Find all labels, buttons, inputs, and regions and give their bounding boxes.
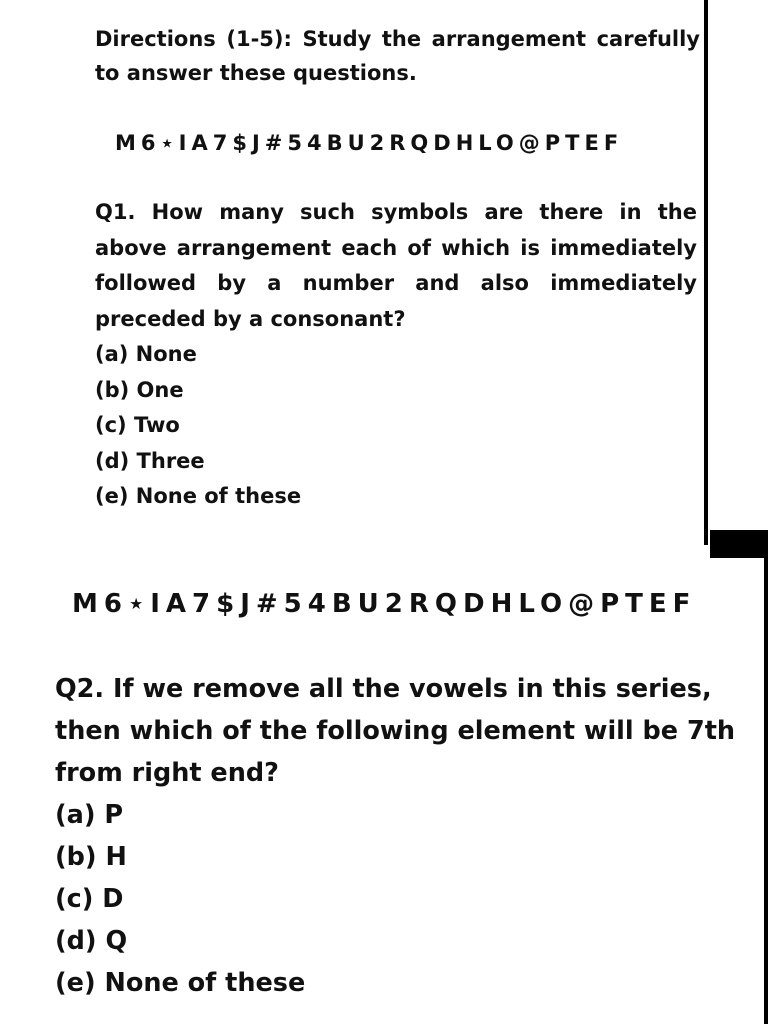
question-1-option-c: (c) Two [95, 413, 180, 437]
question-2-option-d: (d) Q [55, 926, 128, 956]
question-1-option-b: (b) One [95, 377, 184, 402]
section-divider [710, 530, 768, 558]
top-vertical-rule [704, 0, 708, 545]
directions-text: Directions (1-5): Study the arrangement carefully to answer these questions. [95, 27, 700, 85]
question-1-options [95, 337, 697, 515]
question-2 [55, 668, 757, 1004]
question-2-option-e: (e) None of these [55, 968, 306, 998]
question-1-option-e: (e) None of these [95, 484, 302, 508]
question-2-option-c: (c) D [55, 884, 124, 914]
bottom-vertical-rule [764, 556, 768, 1024]
arrangement-series: M6⋆IA7$J#54BU2RQDHLO@PTEF [115, 131, 624, 155]
arrangement-series-repeat: M6⋆IA7$J#54BU2RQDHLO@PTEF [72, 589, 697, 619]
question-2-text: Q2. If we remove all the vowels in this series, then which of the following element will be 7th from right end? [55, 674, 736, 788]
question-1-text: Q1. How many such symbols are there in the above arrangement each of which is immediately followed by a number and also immediately preceded by a consonant? [95, 200, 697, 331]
question-1 [95, 195, 697, 515]
question-2-option-a: (a) P [55, 800, 124, 830]
question-2-option-b: (b) H [55, 842, 127, 872]
question-2-options [55, 794, 757, 1004]
question-1-option-d: (d) Three [95, 448, 205, 473]
question-1-option-a: (a) None [95, 342, 197, 366]
